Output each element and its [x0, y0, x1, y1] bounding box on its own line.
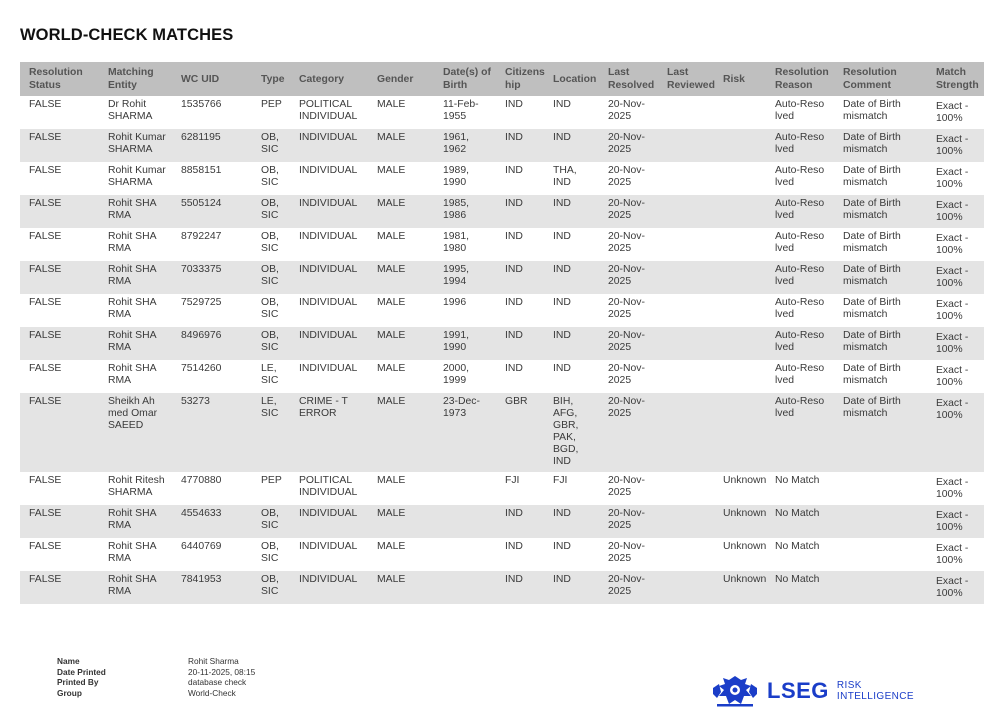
- cell-risk: [714, 294, 766, 327]
- cell-matching-entity: Rohit SHA RMA: [99, 261, 172, 294]
- cell-matching-entity: Rohit SHA RMA: [99, 505, 172, 538]
- cell-date-of-birth: 1989, 1990: [434, 162, 496, 195]
- cell-citizenship: IND: [496, 195, 544, 228]
- cell-gender: MALE: [368, 538, 434, 571]
- cell-last-reviewed: [658, 261, 714, 294]
- cell-resolution-reason: Auto-Reso lved: [766, 261, 834, 294]
- cell-gender: MALE: [368, 96, 434, 129]
- column-header-match-strength: Match Strength: [927, 62, 984, 96]
- cell-last-reviewed: [658, 228, 714, 261]
- column-header-resolution-status: Resolution Status: [20, 62, 99, 96]
- meta-row-date: [57, 667, 255, 678]
- cell-resolution-comment: Date of Birth mismatch: [834, 393, 927, 472]
- table-row: [20, 571, 984, 604]
- meta-row-name: [57, 656, 255, 667]
- cell-location: IND: [544, 96, 599, 129]
- cell-resolution-reason: Auto-Reso lved: [766, 228, 834, 261]
- cell-category: INDIVIDUAL: [290, 129, 368, 162]
- cell-gender: MALE: [368, 505, 434, 538]
- cell-last-resolved: 20-Nov-2025: [599, 96, 658, 129]
- cell-resolution-status: FALSE: [20, 505, 99, 538]
- page-title: WORLD-CHECK MATCHES: [20, 26, 234, 44]
- cell-category: CRIME - T ERROR: [290, 393, 368, 472]
- cell-wc-uid: 4770880: [172, 472, 252, 505]
- column-header-risk: Risk: [714, 62, 766, 96]
- cell-citizenship: IND: [496, 162, 544, 195]
- cell-resolution-status: FALSE: [20, 96, 99, 129]
- cell-category: INDIVIDUAL: [290, 505, 368, 538]
- column-header-last-reviewed: Last Reviewed: [658, 62, 714, 96]
- cell-category: INDIVIDUAL: [290, 261, 368, 294]
- cell-gender: MALE: [368, 360, 434, 393]
- cell-resolution-status: FALSE: [20, 228, 99, 261]
- cell-last-reviewed: [658, 360, 714, 393]
- cell-resolution-comment: [834, 472, 927, 505]
- cell-citizenship: IND: [496, 327, 544, 360]
- cell-location: IND: [544, 571, 599, 604]
- table-row: [20, 228, 984, 261]
- cell-resolution-status: FALSE: [20, 538, 99, 571]
- cell-match-strength: Exact - 100%: [927, 538, 984, 571]
- meta-value: World-Check: [188, 687, 236, 698]
- table-row: [20, 360, 984, 393]
- cell-gender: MALE: [368, 327, 434, 360]
- cell-match-strength: Exact - 100%: [927, 195, 984, 228]
- cell-last-resolved: 20-Nov-2025: [599, 327, 658, 360]
- cell-matching-entity: Rohit SHA RMA: [99, 294, 172, 327]
- cell-resolution-comment: [834, 571, 927, 604]
- cell-citizenship: IND: [496, 360, 544, 393]
- cell-gender: MALE: [368, 228, 434, 261]
- cell-last-reviewed: [658, 195, 714, 228]
- cell-citizenship: IND: [496, 505, 544, 538]
- cell-last-reviewed: [658, 571, 714, 604]
- cell-resolution-reason: Auto-Reso lved: [766, 327, 834, 360]
- cell-last-resolved: 20-Nov-2025: [599, 294, 658, 327]
- cell-category: INDIVIDUAL: [290, 571, 368, 604]
- cell-date-of-birth: 1995, 1994: [434, 261, 496, 294]
- cell-matching-entity: Dr Rohit SHARMA: [99, 96, 172, 129]
- cell-location: IND: [544, 228, 599, 261]
- cell-last-resolved: 20-Nov-2025: [599, 393, 658, 472]
- cell-resolution-comment: Date of Birth mismatch: [834, 261, 927, 294]
- meta-row-printed-by: [57, 677, 255, 688]
- meta-label: Name: [57, 656, 80, 666]
- cell-risk: [714, 195, 766, 228]
- cell-resolution-reason: Auto-Reso lved: [766, 195, 834, 228]
- cell-last-reviewed: [658, 472, 714, 505]
- cell-risk: Unknown: [714, 505, 766, 538]
- lion-crest-icon: [711, 674, 759, 708]
- cell-wc-uid: 7529725: [172, 294, 252, 327]
- cell-date-of-birth: 1996: [434, 294, 496, 327]
- cell-citizenship: GBR: [496, 393, 544, 472]
- meta-label: Printed By: [57, 677, 99, 687]
- cell-citizenship: IND: [496, 96, 544, 129]
- table-row: [20, 96, 984, 129]
- table-row: [20, 195, 984, 228]
- cell-citizenship: IND: [496, 538, 544, 571]
- cell-resolution-comment: [834, 538, 927, 571]
- cell-last-reviewed: [658, 294, 714, 327]
- cell-risk: Unknown: [714, 472, 766, 505]
- cell-last-reviewed: [658, 393, 714, 472]
- cell-date-of-birth: [434, 538, 496, 571]
- cell-risk: [714, 96, 766, 129]
- cell-date-of-birth: [434, 505, 496, 538]
- cell-risk: [714, 261, 766, 294]
- cell-risk: [714, 228, 766, 261]
- cell-resolution-status: FALSE: [20, 327, 99, 360]
- cell-match-strength: Exact - 100%: [927, 505, 984, 538]
- cell-date-of-birth: 11-Feb-1955: [434, 96, 496, 129]
- cell-category: INDIVIDUAL: [290, 228, 368, 261]
- cell-last-resolved: 20-Nov-2025: [599, 472, 658, 505]
- cell-matching-entity: Rohit Kumar SHARMA: [99, 129, 172, 162]
- cell-citizenship: IND: [496, 294, 544, 327]
- cell-resolution-reason: Auto-Reso lved: [766, 129, 834, 162]
- cell-category: INDIVIDUAL: [290, 162, 368, 195]
- cell-type: OB, SIC: [252, 505, 290, 538]
- cell-resolution-status: FALSE: [20, 393, 99, 472]
- cell-wc-uid: 4554633: [172, 505, 252, 538]
- cell-resolution-comment: Date of Birth mismatch: [834, 228, 927, 261]
- cell-last-reviewed: [658, 505, 714, 538]
- cell-type: OB, SIC: [252, 228, 290, 261]
- table-body: [20, 96, 984, 604]
- cell-wc-uid: 8792247: [172, 228, 252, 261]
- cell-type: OB, SIC: [252, 294, 290, 327]
- cell-last-resolved: 20-Nov-2025: [599, 129, 658, 162]
- cell-category: INDIVIDUAL: [290, 360, 368, 393]
- cell-gender: MALE: [368, 261, 434, 294]
- cell-matching-entity: Sheikh Ah med Omar SAEED: [99, 393, 172, 472]
- cell-gender: MALE: [368, 472, 434, 505]
- cell-resolution-status: FALSE: [20, 294, 99, 327]
- column-header-date-of-birth: Date(s) of Birth: [434, 62, 496, 96]
- cell-wc-uid: 6440769: [172, 538, 252, 571]
- cell-category: INDIVIDUAL: [290, 294, 368, 327]
- cell-resolution-reason: No Match: [766, 538, 834, 571]
- cell-matching-entity: Rohit SHA RMA: [99, 538, 172, 571]
- cell-type: OB, SIC: [252, 571, 290, 604]
- cell-wc-uid: 7841953: [172, 571, 252, 604]
- table-row: [20, 261, 984, 294]
- table-row: [20, 472, 984, 505]
- cell-type: OB, SIC: [252, 327, 290, 360]
- column-header-location: Location: [544, 62, 599, 96]
- cell-risk: Unknown: [714, 571, 766, 604]
- column-header-wc-uid: WC UID: [172, 62, 252, 96]
- cell-location: BIH, AFG, GBR, PAK, BGD, IND: [544, 393, 599, 472]
- cell-location: IND: [544, 195, 599, 228]
- cell-resolution-reason: No Match: [766, 472, 834, 505]
- cell-date-of-birth: [434, 571, 496, 604]
- cell-risk: [714, 327, 766, 360]
- matches-table: [20, 62, 984, 604]
- cell-last-reviewed: [658, 538, 714, 571]
- cell-match-strength: Exact - 100%: [927, 228, 984, 261]
- cell-wc-uid: 7514260: [172, 360, 252, 393]
- cell-location: IND: [544, 538, 599, 571]
- column-header-citizenship: Citizens hip: [496, 62, 544, 96]
- cell-resolution-comment: Date of Birth mismatch: [834, 162, 927, 195]
- cell-gender: MALE: [368, 195, 434, 228]
- logo-brand: LSEG: [767, 678, 829, 703]
- cell-resolution-reason: Auto-Reso lved: [766, 393, 834, 472]
- cell-last-resolved: 20-Nov-2025: [599, 261, 658, 294]
- cell-risk: [714, 360, 766, 393]
- cell-date-of-birth: [434, 472, 496, 505]
- cell-date-of-birth: 1981, 1980: [434, 228, 496, 261]
- cell-matching-entity: Rohit Kumar SHARMA: [99, 162, 172, 195]
- cell-match-strength: Exact - 100%: [927, 393, 984, 472]
- cell-citizenship: IND: [496, 129, 544, 162]
- cell-last-resolved: 20-Nov-2025: [599, 195, 658, 228]
- cell-gender: MALE: [368, 393, 434, 472]
- logo-tagline: [837, 680, 914, 702]
- cell-last-resolved: 20-Nov-2025: [599, 505, 658, 538]
- cell-citizenship: IND: [496, 261, 544, 294]
- cell-resolution-status: FALSE: [20, 360, 99, 393]
- cell-last-resolved: 20-Nov-2025: [599, 228, 658, 261]
- cell-date-of-birth: 1991, 1990: [434, 327, 496, 360]
- cell-category: INDIVIDUAL: [290, 327, 368, 360]
- logo-tagline-line: INTELLIGENCE: [836, 691, 914, 702]
- meta-row-group: [57, 688, 255, 699]
- meta-label: Date Printed: [57, 666, 106, 677]
- cell-risk: Unknown: [714, 538, 766, 571]
- cell-resolution-status: FALSE: [20, 571, 99, 604]
- lseg-logo: [711, 674, 914, 708]
- cell-match-strength: Exact - 100%: [927, 360, 984, 393]
- cell-resolution-reason: Auto-Reso lved: [766, 96, 834, 129]
- cell-wc-uid: 53273: [172, 393, 252, 472]
- meta-label: Group: [57, 687, 82, 698]
- cell-type: OB, SIC: [252, 195, 290, 228]
- column-header-resolution-comment: Resolution Comment: [834, 62, 927, 96]
- column-header-gender: Gender: [368, 62, 434, 96]
- cell-match-strength: Exact - 100%: [927, 261, 984, 294]
- cell-type: OB, SIC: [252, 261, 290, 294]
- table-header-row: [20, 62, 984, 96]
- cell-type: OB, SIC: [252, 162, 290, 195]
- cell-last-resolved: 20-Nov-2025: [599, 571, 658, 604]
- table-row: [20, 162, 984, 195]
- cell-risk: [714, 129, 766, 162]
- meta-value: 20-11-2025, 08:15: [188, 666, 256, 677]
- table-row: [20, 294, 984, 327]
- cell-gender: MALE: [368, 571, 434, 604]
- cell-resolution-comment: Date of Birth mismatch: [834, 96, 927, 129]
- cell-type: OB, SIC: [252, 538, 290, 571]
- column-header-last-resolved: Last Resolved: [599, 62, 658, 96]
- cell-last-resolved: 20-Nov-2025: [599, 360, 658, 393]
- cell-resolution-comment: [834, 505, 927, 538]
- logo-tagline-line: RISK: [836, 680, 862, 691]
- cell-date-of-birth: 1985, 1986: [434, 195, 496, 228]
- cell-category: POLITICAL INDIVIDUAL: [290, 472, 368, 505]
- cell-wc-uid: 7033375: [172, 261, 252, 294]
- cell-wc-uid: 8858151: [172, 162, 252, 195]
- cell-date-of-birth: 23-Dec-1973: [434, 393, 496, 472]
- cell-gender: MALE: [368, 162, 434, 195]
- cell-resolution-reason: No Match: [766, 571, 834, 604]
- meta-value: database check: [188, 677, 247, 687]
- cell-resolution-reason: Auto-Reso lved: [766, 294, 834, 327]
- column-header-resolution-reason: Resolution Reason: [766, 62, 834, 96]
- cell-resolution-comment: Date of Birth mismatch: [834, 294, 927, 327]
- cell-match-strength: Exact - 100%: [927, 129, 984, 162]
- cell-match-strength: Exact - 100%: [927, 472, 984, 505]
- cell-location: THA, IND: [544, 162, 599, 195]
- cell-resolution-comment: Date of Birth mismatch: [834, 327, 927, 360]
- cell-risk: [714, 162, 766, 195]
- cell-risk: [714, 393, 766, 472]
- cell-resolution-comment: Date of Birth mismatch: [834, 195, 927, 228]
- cell-last-resolved: 20-Nov-2025: [599, 538, 658, 571]
- table-row: [20, 393, 984, 472]
- cell-wc-uid: 6281195: [172, 129, 252, 162]
- cell-match-strength: Exact - 100%: [927, 571, 984, 604]
- cell-date-of-birth: 2000, 1999: [434, 360, 496, 393]
- cell-gender: MALE: [368, 129, 434, 162]
- cell-wc-uid: 5505124: [172, 195, 252, 228]
- cell-matching-entity: Rohit Ritesh SHARMA: [99, 472, 172, 505]
- cell-category: POLITICAL INDIVIDUAL: [290, 96, 368, 129]
- cell-last-reviewed: [658, 327, 714, 360]
- cell-match-strength: Exact - 100%: [927, 327, 984, 360]
- cell-type: PEP: [252, 96, 290, 129]
- print-metadata: [57, 656, 255, 698]
- cell-resolution-reason: Auto-Reso lved: [766, 360, 834, 393]
- cell-last-reviewed: [658, 129, 714, 162]
- cell-match-strength: Exact - 100%: [927, 162, 984, 195]
- cell-location: IND: [544, 327, 599, 360]
- cell-matching-entity: Rohit SHA RMA: [99, 571, 172, 604]
- column-header-category: Category: [290, 62, 368, 96]
- cell-location: IND: [544, 129, 599, 162]
- cell-date-of-birth: 1961, 1962: [434, 129, 496, 162]
- cell-last-resolved: 20-Nov-2025: [599, 162, 658, 195]
- cell-matching-entity: Rohit SHA RMA: [99, 360, 172, 393]
- table-row: [20, 505, 984, 538]
- cell-type: LE, SIC: [252, 393, 290, 472]
- table-row: [20, 538, 984, 571]
- cell-matching-entity: Rohit SHA RMA: [99, 228, 172, 261]
- cell-resolution-reason: No Match: [766, 505, 834, 538]
- cell-location: IND: [544, 360, 599, 393]
- cell-location: IND: [544, 294, 599, 327]
- cell-location: IND: [544, 505, 599, 538]
- cell-resolution-status: FALSE: [20, 195, 99, 228]
- cell-resolution-status: FALSE: [20, 162, 99, 195]
- cell-citizenship: IND: [496, 571, 544, 604]
- cell-resolution-comment: Date of Birth mismatch: [834, 360, 927, 393]
- cell-matching-entity: Rohit SHA RMA: [99, 195, 172, 228]
- cell-wc-uid: 8496976: [172, 327, 252, 360]
- table-row: [20, 327, 984, 360]
- cell-location: IND: [544, 261, 599, 294]
- cell-gender: MALE: [368, 294, 434, 327]
- cell-location: FJI: [544, 472, 599, 505]
- cell-type: LE, SIC: [252, 360, 290, 393]
- cell-matching-entity: Rohit SHA RMA: [99, 327, 172, 360]
- meta-value: Rohit Sharma: [188, 656, 239, 666]
- cell-resolution-comment: Date of Birth mismatch: [834, 129, 927, 162]
- cell-last-reviewed: [658, 96, 714, 129]
- cell-type: PEP: [252, 472, 290, 505]
- cell-last-reviewed: [658, 162, 714, 195]
- table-row: [20, 129, 984, 162]
- cell-resolution-reason: Auto-Reso lved: [766, 162, 834, 195]
- cell-wc-uid: 1535766: [172, 96, 252, 129]
- cell-match-strength: Exact - 100%: [927, 294, 984, 327]
- cell-citizenship: FJI: [496, 472, 544, 505]
- cell-category: INDIVIDUAL: [290, 538, 368, 571]
- column-header-type: Type: [252, 62, 290, 96]
- cell-citizenship: IND: [496, 228, 544, 261]
- cell-resolution-status: FALSE: [20, 472, 99, 505]
- cell-resolution-status: FALSE: [20, 129, 99, 162]
- cell-category: INDIVIDUAL: [290, 195, 368, 228]
- cell-match-strength: Exact - 100%: [927, 96, 984, 129]
- cell-resolution-status: FALSE: [20, 261, 99, 294]
- cell-type: OB, SIC: [252, 129, 290, 162]
- column-header-matching-entity: Matching Entity: [99, 62, 172, 96]
